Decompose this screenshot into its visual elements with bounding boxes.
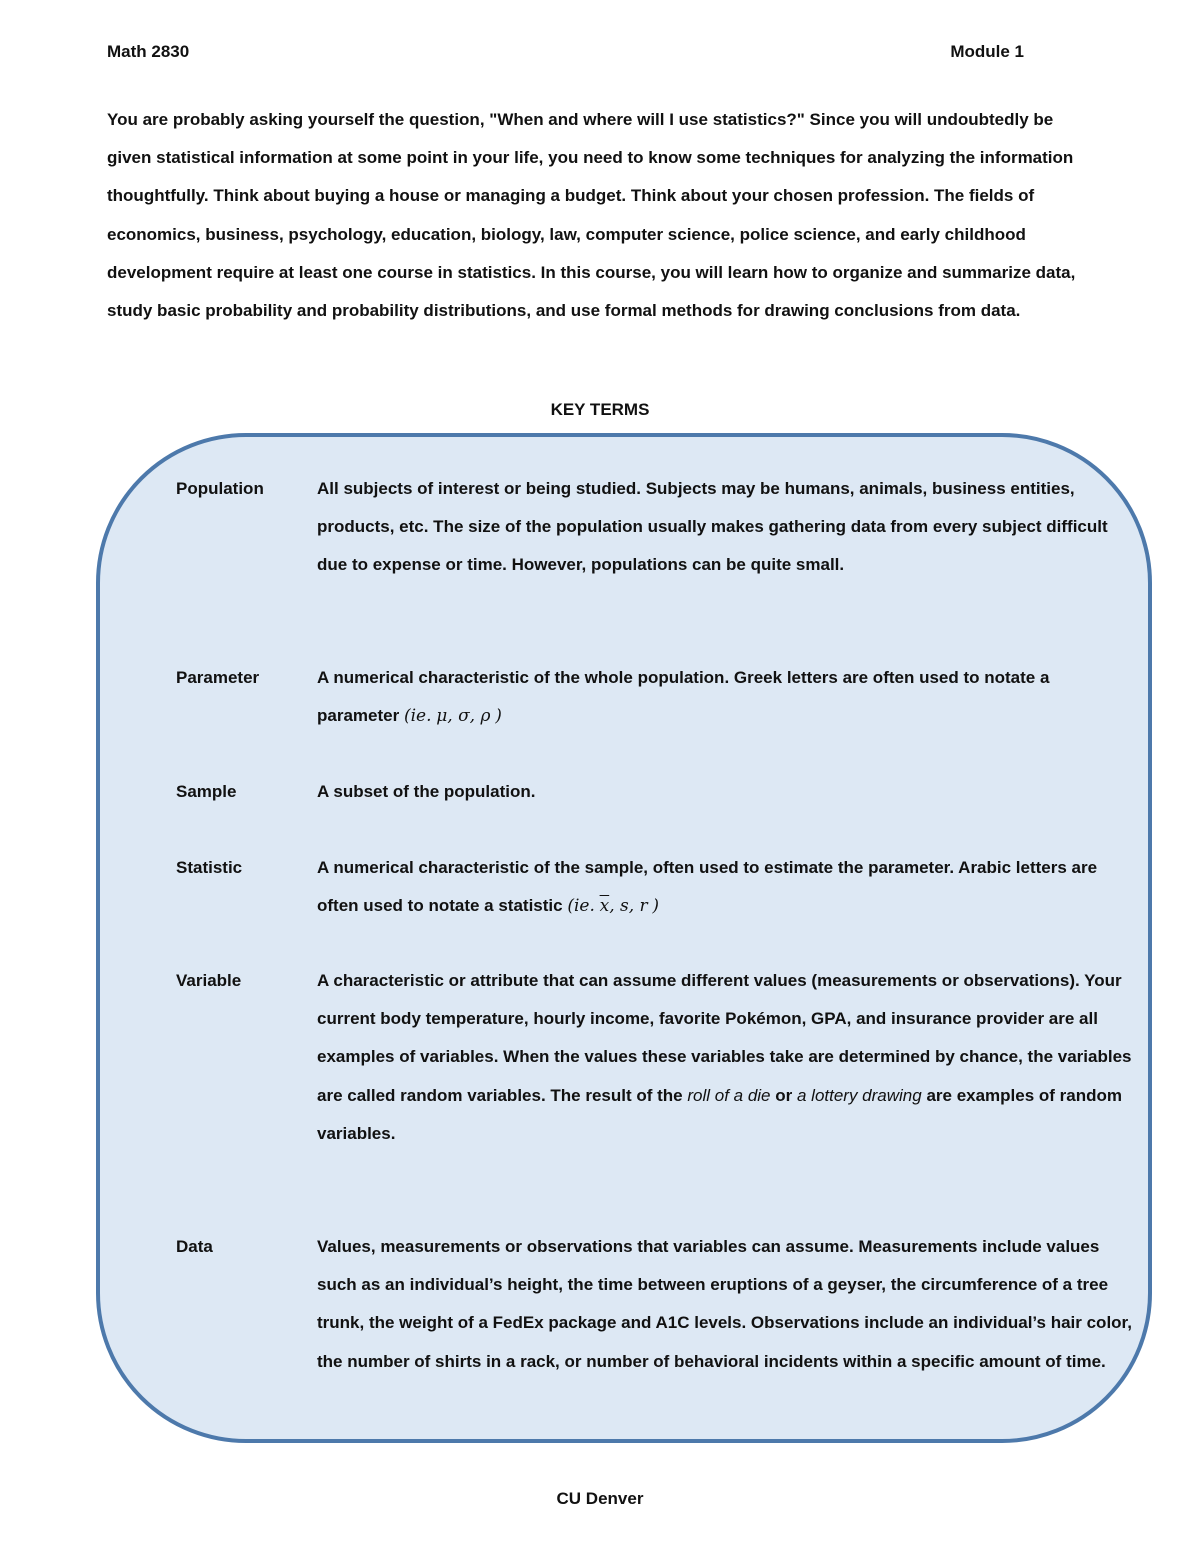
term-definition: A subset of the population. — [317, 782, 536, 801]
footer-institution: CU Denver — [556, 1489, 644, 1508]
term-definition — [317, 962, 1136, 1153]
term-statistic — [176, 849, 1136, 925]
arabic-symbols: , s, r — [609, 896, 648, 917]
notation-close: ) — [495, 706, 502, 727]
definition-text: are examples of random variables. — [317, 1085, 1123, 1143]
term-variable — [176, 962, 1136, 1153]
term-name: Data — [176, 1237, 213, 1256]
term-name: Variable — [176, 971, 242, 990]
intro-paragraph: You are probably asking yourself the question, "When and where will I use statistics?" Since you will undoubtedly be given statistical information at some point in your life, you need to know some techniques for analyzing the information thoughtfully. Think about buying a house or managing a budget. Think about your chosen profession. The fields of economics, business, psychology, education, biology, law, computer science, police science, and early childhood development require at least one course in statistics. In this course, you will learn how to organize and summarize data, study basic probability and probability distributions, and use formal methods for drawing conclusions from data. — [107, 110, 1076, 321]
notation-open: ( — [567, 896, 574, 917]
term-parameter — [176, 659, 1136, 735]
italic-example: a lottery drawing — [796, 1085, 922, 1105]
x-bar-symbol: $\overline{x}$ — [599, 896, 610, 917]
definition-text: A characteristic or attribute that can assume different values (measurements or observations). Your current body temperature, hourly income, favorite Pokémon, GPA, and insurance provider are all examples of variables. When the values these variables take are determined by chance, the variables are called random variables. The result of the — [317, 971, 1132, 1105]
term-sample — [176, 773, 1136, 811]
term-definition — [317, 659, 1136, 735]
term-definition: Values, measurements or observations that variables can assume. Measurements include values such as an individual’s height, the time between eruptions of a geyser, the circumference of a tree trunk, the weight of a FedEx package and A1C levels. Observations include an individual’s hair color, the number of shirts in a rack, or number of behavioral incidents within a specific amount of time. — [317, 1237, 1132, 1371]
term-definition — [317, 849, 1136, 925]
notation-ie: ie. — [573, 896, 595, 917]
term-population — [176, 470, 1136, 585]
course-title: Math 2830 — [107, 42, 190, 61]
term-name: Sample — [176, 782, 237, 801]
notation-ie: ie. — [410, 706, 432, 727]
definition-text: or — [770, 1085, 797, 1105]
key-terms-heading: KEY TERMS — [550, 400, 650, 419]
greek-symbols: μ, σ, ρ — [436, 706, 491, 727]
notation-open: ( — [403, 706, 411, 727]
module-label: Module 1 — [950, 42, 1024, 61]
term-name: Parameter — [176, 668, 260, 687]
term-data — [176, 1228, 1136, 1381]
term-definition: All subjects of interest or being studied. Subjects may be humans, animals, business entities, products, etc. The size of the population usually makes gathering data from every subject difficult due to expense or time. However, populations can be quite small. — [317, 479, 1108, 575]
notation-close: ) — [652, 896, 660, 917]
definition-text: A numerical characteristic of the whole population. Greek letters are often used to notate a parameter — [317, 668, 1050, 726]
term-name: Statistic — [176, 858, 243, 877]
term-name: Population — [176, 479, 264, 498]
italic-example: roll of a die — [687, 1085, 771, 1105]
definition-text: A numerical characteristic of the sample, often used to estimate the parameter. Arabic letters are often used to notate a statistic — [317, 858, 1098, 916]
